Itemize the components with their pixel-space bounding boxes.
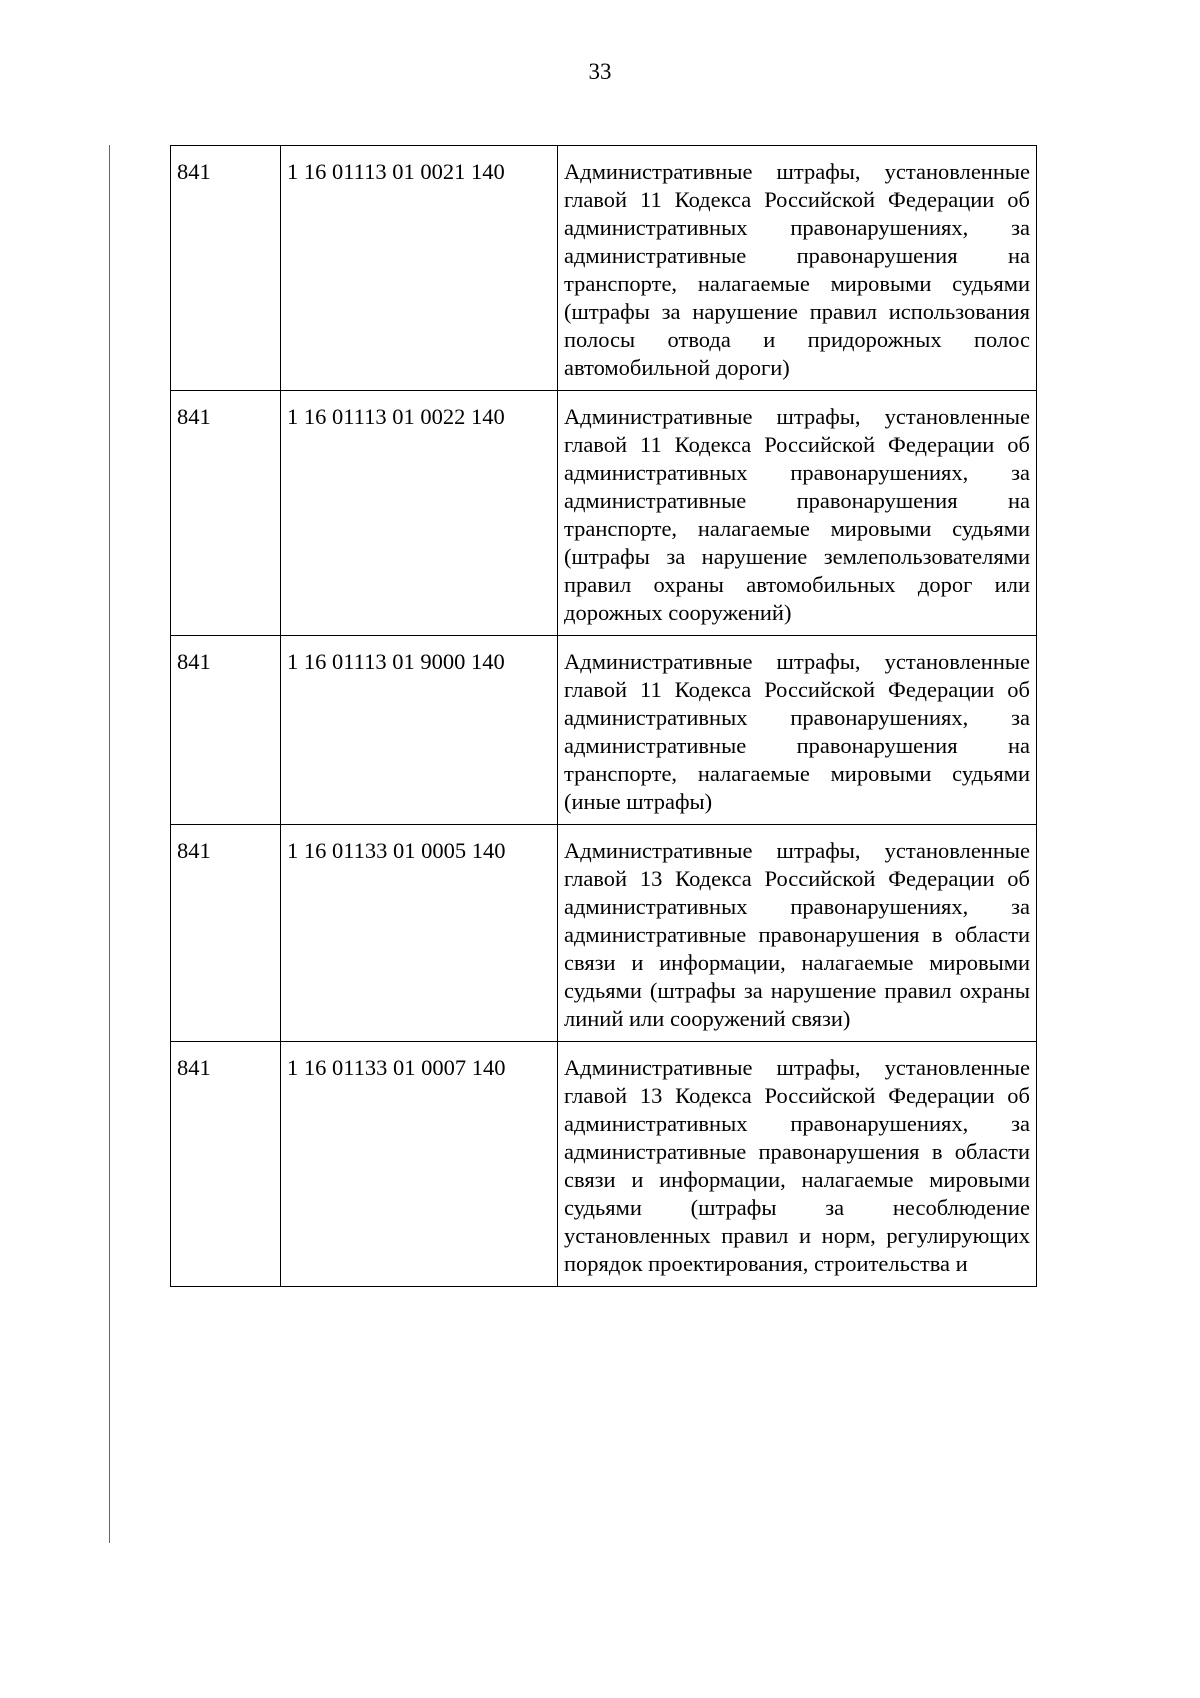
budget-codes-table — [170, 145, 1037, 1287]
table-row — [171, 146, 1037, 391]
admin-code-cell: 841 — [171, 391, 281, 636]
admin-code-cell: 841 — [171, 1042, 281, 1287]
page-number: 33 — [588, 59, 612, 84]
table-row — [171, 636, 1037, 825]
table-row — [171, 825, 1037, 1042]
admin-code-cell: 841 — [171, 146, 281, 391]
table-row — [171, 1042, 1037, 1287]
left-margin-line — [109, 145, 110, 1543]
description-cell: Административные штрафы, установленные главой 11 Кодекса Российской Федерации об административных правонарушениях, за административные правонарушения на транспорте, налагаемые мировыми судьями (штрафы за нарушение землепользователями правил охраны автомобильных дорог или дорожных сооружений) — [558, 391, 1037, 636]
description-cell: Административные штрафы, установленные главой 13 Кодекса Российской Федерации об административных правонарушениях, за административные правонарушения в области связи и информации, налагаемые мировыми судьями (штрафы за нарушение правил охраны линий или сооружений связи) — [558, 825, 1037, 1042]
budget-code-cell: 1 16 01133 01 0005 140 — [281, 825, 558, 1042]
budget-code-cell: 1 16 01113 01 0021 140 — [281, 146, 558, 391]
table-row — [171, 391, 1037, 636]
description-cell: Административные штрафы, установленные главой 11 Кодекса Российской Федерации об административных правонарушениях, за административные правонарушения на транспорте, налагаемые мировыми судьями (штрафы за нарушение правил использования полосы отвода и придорожных полос автомобильной дороги) — [558, 146, 1037, 391]
admin-code-cell: 841 — [171, 825, 281, 1042]
admin-code-cell: 841 — [171, 636, 281, 825]
description-cell: Административные штрафы, установленные главой 13 Кодекса Российской Федерации об административных правонарушениях, за административные правонарушения в области связи и информации, налагаемые мировыми судьями (штрафы за несоблюдение установленных правил и норм, регулирующих порядок проектирования, строительства и — [558, 1042, 1037, 1287]
budget-code-cell: 1 16 01113 01 0022 140 — [281, 391, 558, 636]
budget-code-cell: 1 16 01133 01 0007 140 — [281, 1042, 558, 1287]
budget-code-cell: 1 16 01113 01 9000 140 — [281, 636, 558, 825]
description-cell: Административные штрафы, установленные главой 11 Кодекса Российской Федерации об административных правонарушениях, за административные правонарушения на транспорте, налагаемые мировыми судьями (иные штрафы) — [558, 636, 1037, 825]
